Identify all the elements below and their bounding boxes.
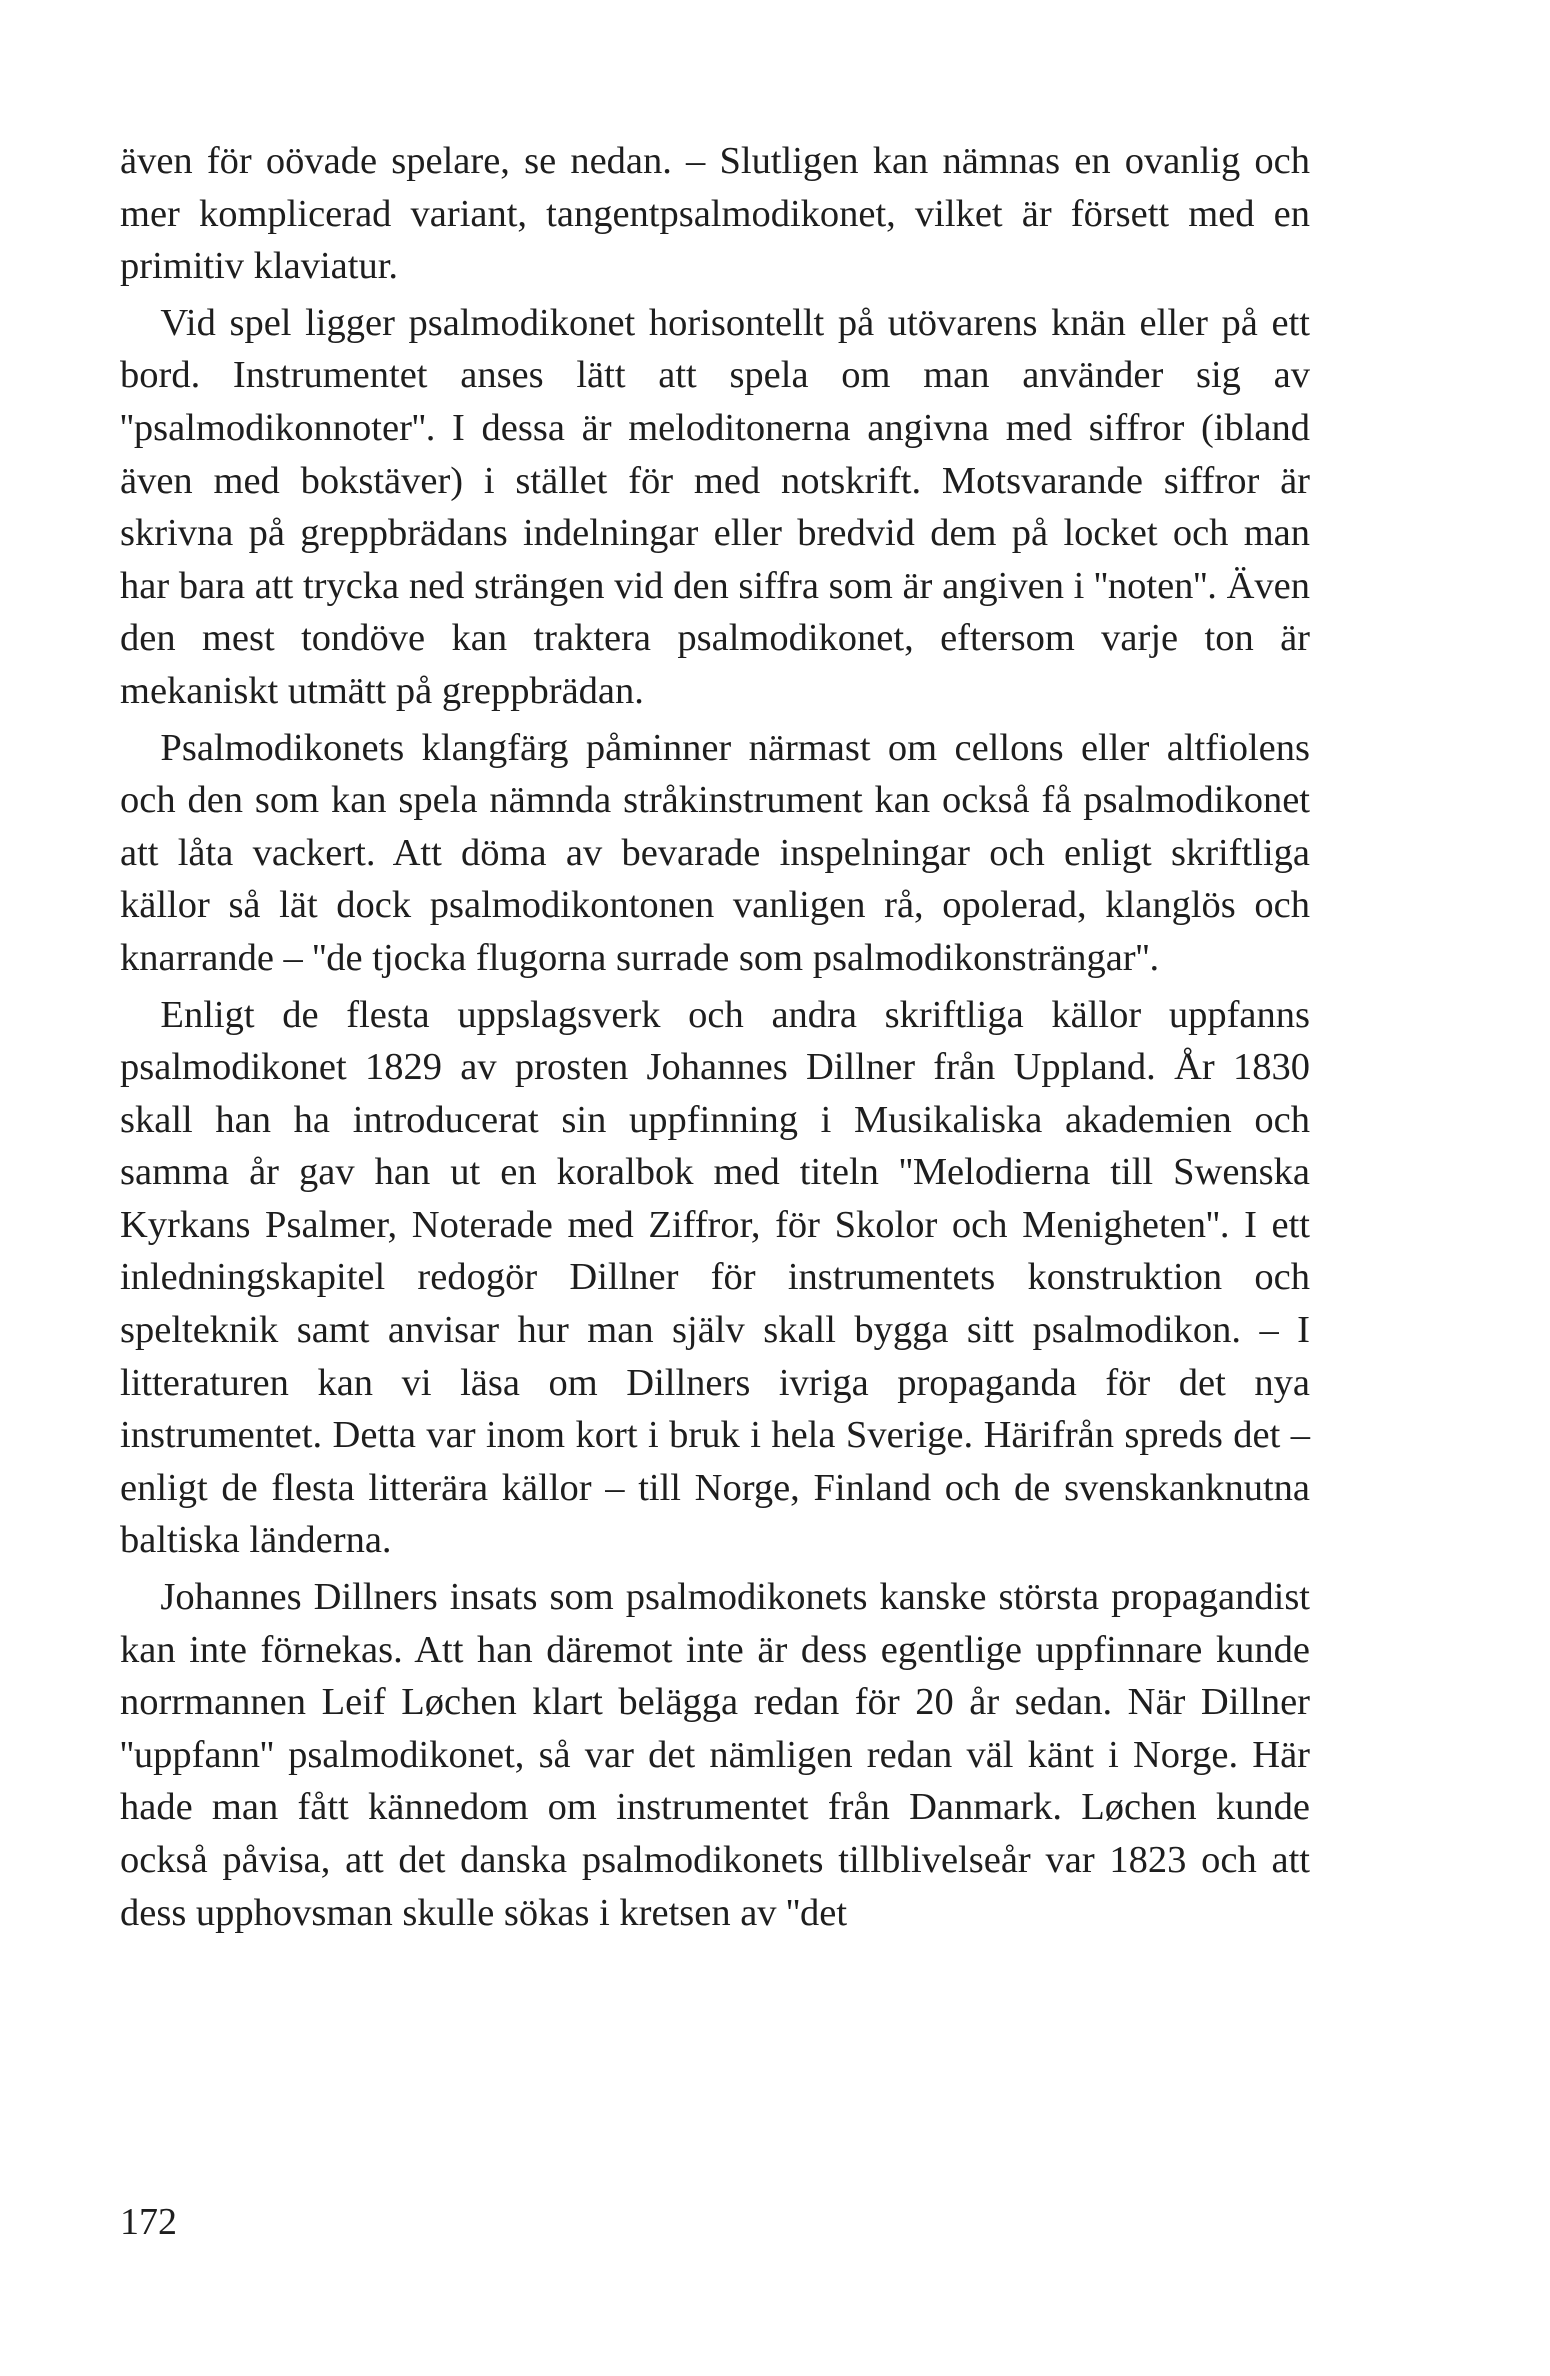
paragraph-playing-technique: Vid spel ligger psalmodikonet horisontellt på utövarens knän eller på ett bord. Instrumentet anses lätt att spela om man använder sig av ''psalmodikonnoter''. I dessa är meloditonerna angivna med siffror (ibland även med bokstäver) i stället för med notskrift. Motsvarande siffror är skrivna på greppbrädans indelningar eller bredvid dem på locket och man har bara att trycka ned strängen vid den siffra som är angiven i ''noten''. Även den mest tondöve kan traktera psalmodikonet, eftersom varje ton är mekaniskt utmätt på greppbrädan. [120, 301, 1310, 712]
page-number: 172 [120, 2201, 177, 2243]
paragraph-dillner: Johannes Dillners insats som psalmodikonets kanske största propagandist kan inte förnekas. Att han däremot inte är dess egentlige uppfinnare kunde norrmannen Leif Løchen klart belägga redan för 20 år sedan. När Dillner ''uppfann'' psalmodikonet, så var det nämligen redan väl känt i Norge. Här hade man fått kännedom om instrumentet från Danmark. Løchen kunde också påvisa, att det danska psalmodikonets tillblivelseår var 1823 och att dess upphovsman skulle sökas i kretsen av ''det [120, 1576, 1310, 1934]
paragraph-timbre: Psalmodikonets klangfärg påminner närmast om cellons eller altfiolens och den som kan spela nämnda stråkinstrument kan också få psalmodikonet att låta vackert. Att döma av bevarade inspelningar och enligt skriftliga källor så lät dock psalmodikontonen vanligen rå, opolerad, klanglös och knarrande – ''de tjocka flugorna surrade som psalmodikonsträngar''. [120, 726, 1310, 979]
paragraph-history: Enligt de flesta uppslagsverk och andra skriftliga källor uppfanns psalmodikonet 1829 av prosten Johannes Dillner från Uppland. År 1830 skall han ha introducerat sin uppfinning i Musikaliska akademien och samma år gav han ut en koralbok med titeln ''Melodierna till Swenska Kyrkans Psalmer, Noterade med Ziffror, för Skolor och Menigheten''. I ett inledningskapitel redogör Dillner för instrumentets konstruktion och spelteknik samt anvisar hur man själv skall bygga sitt psalmodikon. – I litteraturen kan vi läsa om Dillners ivriga propaganda för det nya instrumentet. Detta var inom kort i bruk i hela Sverige. Härifrån spreds det – enligt de flesta litterära källor – till Norge, Finland och de svenskanknutna baltiska länderna. [120, 993, 1310, 1562]
body-text [120, 135, 1310, 1939]
paragraph-continued: även för oövade spelare, se nedan. – Slutligen kan nämnas en ovanlig och mer komplicerad variant, tangentpsalmodikonet, vilket är försett med en primitiv klaviatur. [120, 140, 1310, 288]
